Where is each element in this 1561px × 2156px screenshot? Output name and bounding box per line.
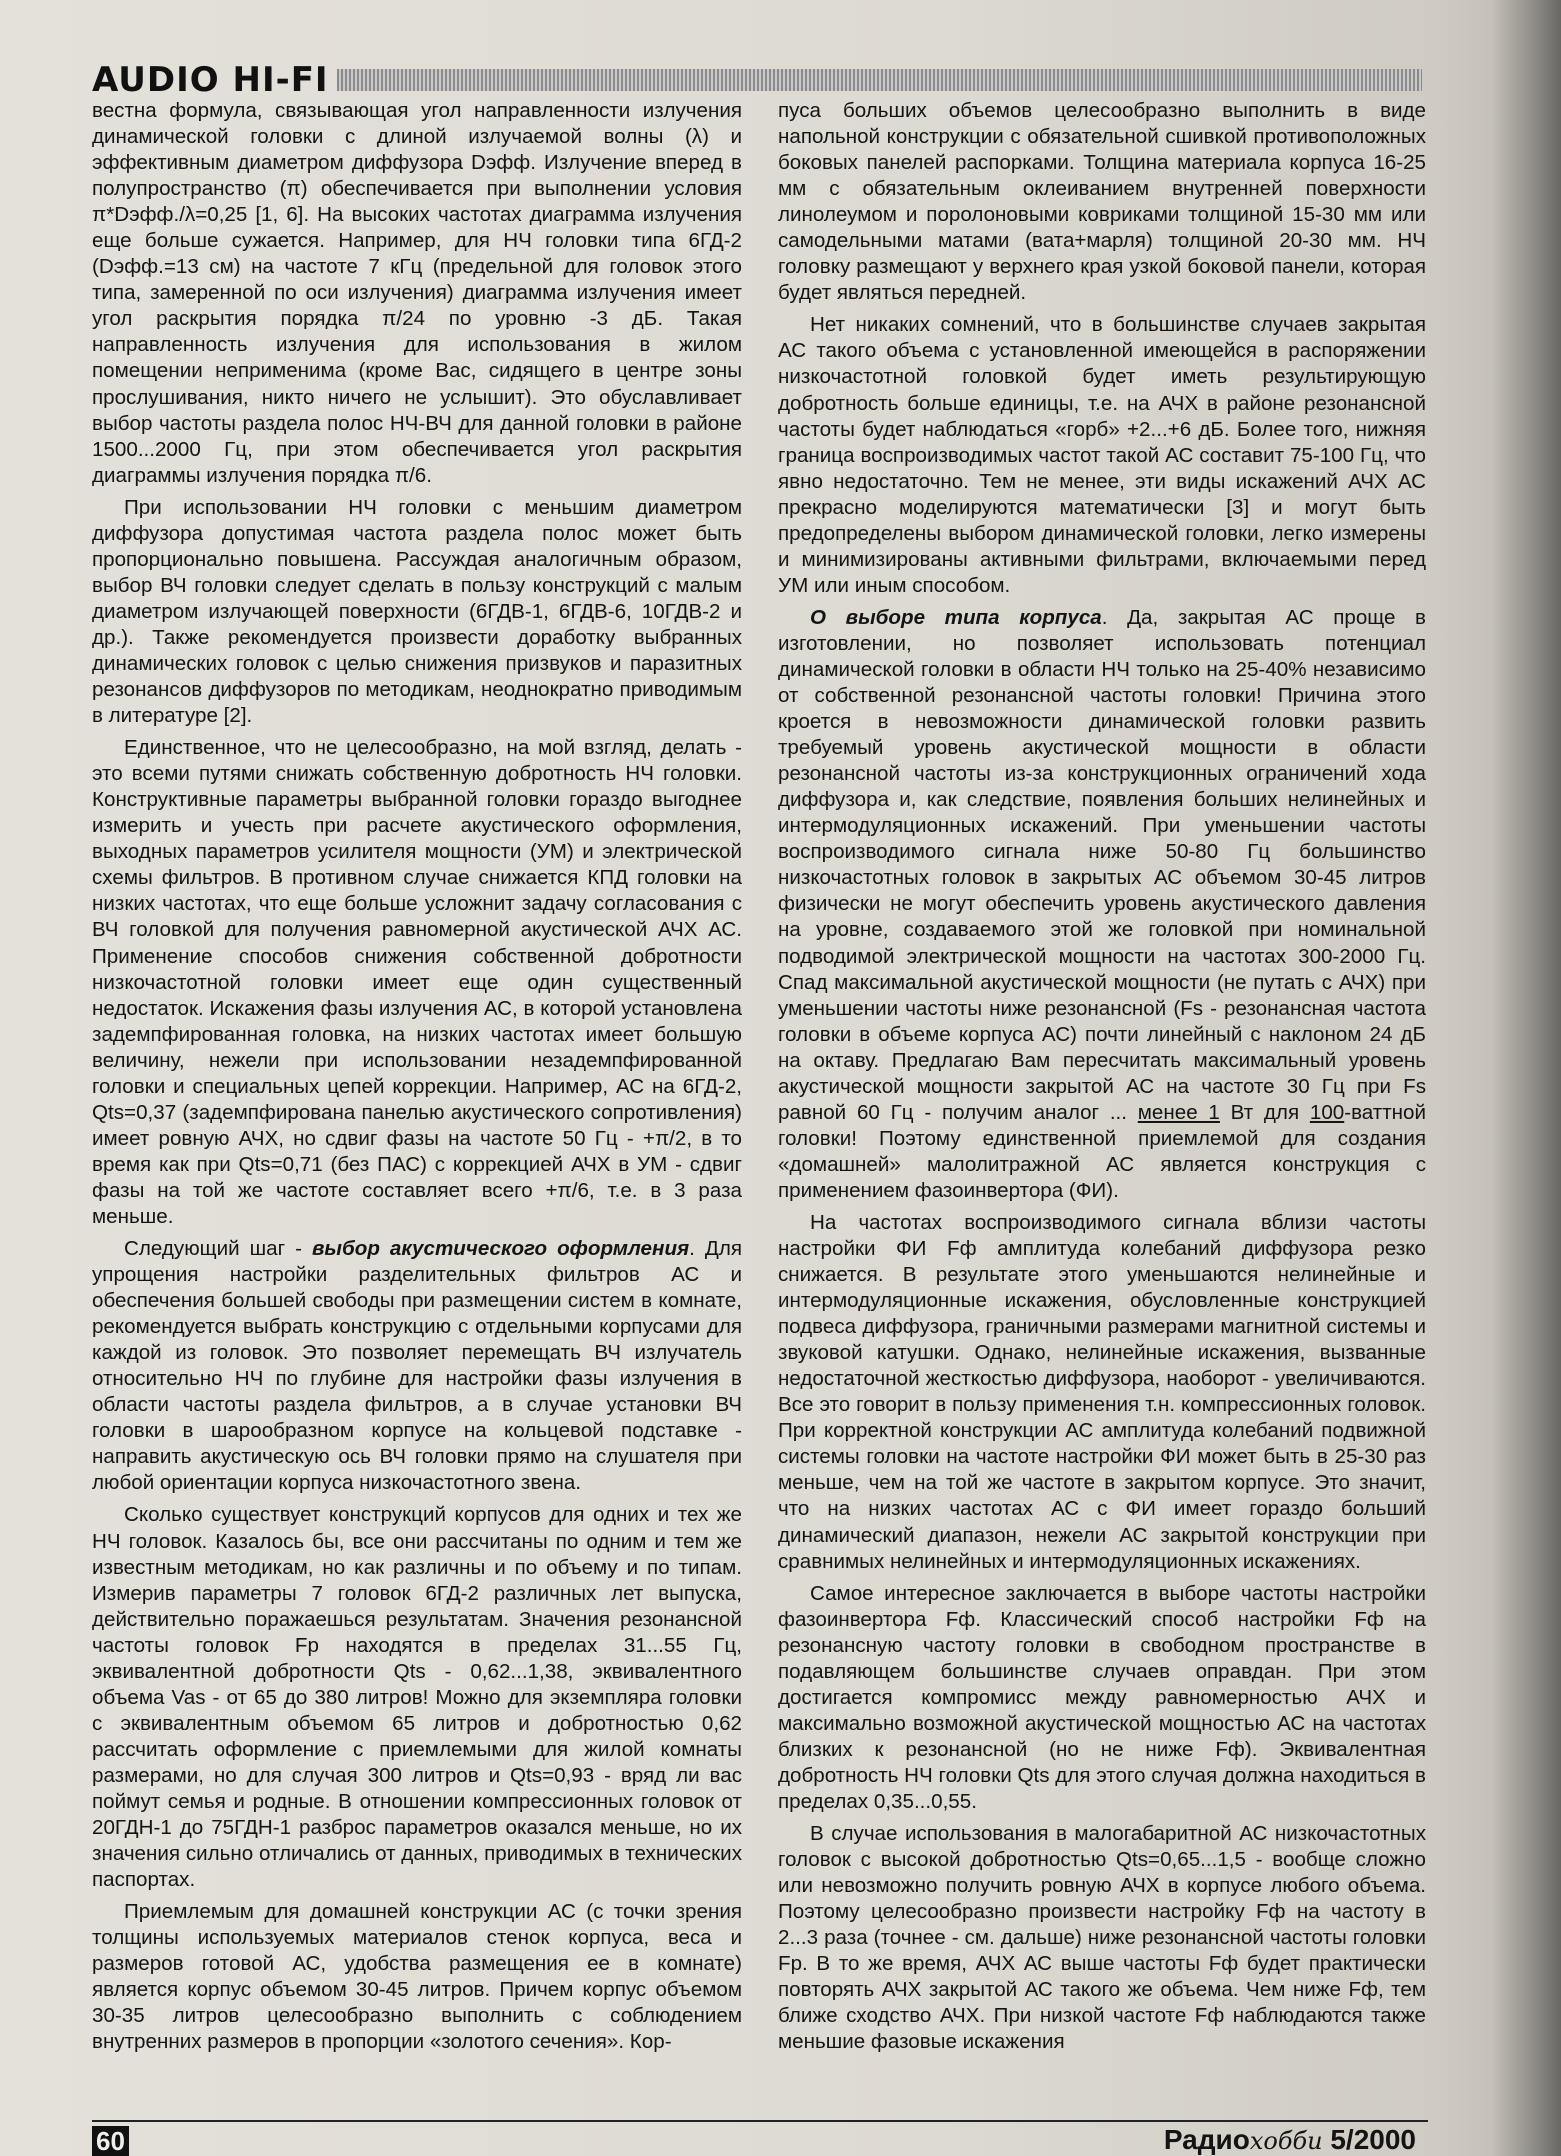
right-column [778,98,1426,2061]
section-header [92,60,1422,100]
paragraph: В случае использования в малогабаритной АС низкочастотных головок с высокой добротностью Qts=0,65...1,5 - вообще сложно или невозможно получить ровную АЧХ в корпусе любого объема. Поэтому целесообразно произвести настройку Fф на частоту в 2...3 раза (точнее - см. дальше) ниже резонансной частоты головки Fp. В то же время, АЧХ АС выше частоты Fф будет практически повторять АЧХ закрытой АС такого же объема. Чем ниже Fф, тем ближе сходство АЧХ. При низкой частоте Fф наблюдаются также меньшие фазовые искажения [778,1822,1426,2054]
paragraph: пуса больших объемов целесообразно выполнить в виде напольной конструкции с обязательной сшивкой противоположных боковых панелей распорками. Толщина материала корпуса 16-25 мм с обязательным оклеиванием внутренней поверхности линолеумом и поролоновыми ковриками толщиной 15-30 мм или самодельными матами (вата+марля) толщиной 20-30 мм. НЧ головку размещают у верхнего края узкой боковой панели, которая будет являться передней. [778,99,1426,305]
page-number: 60 [92,2126,129,2156]
underlined-text: менее 1 [1137,1100,1220,1124]
magazine-name: Радио [1163,2124,1250,2155]
paragraph [92,1236,742,1496]
paragraph-body: . Да, закрытая АС проще в изготовлении, но позволяет использовать потенциал динамической головки в области НЧ только на 25-40% независимо от собственной резонансной частоты головки! Причина этого кроется в невозможности динамической головки развить требуемый уровень акустической мощности в области резонансной частоты из-за конструкционных ограничений хода диффузора и, как следствие, появления больших нелинейных и интермодуляционных искажений. При уменьшении частоты воспроизводимого сигнала ниже 50-80 Гц большинство низкочастотных головок в закрытых АС объемом 30-45 литров физически не могут обеспечить уровень акустического давления на уровне, создаваемого этой же головкой при номинальной подводимой электрической мощности на частотах 300-2000 Гц. Спад максимальной акустической мощности (не путать с АЧХ) при уменьшении частоты ниже резонансной (Fs - резонансная частота головки в объеме корпуса АС) почти линейный с наклоном 24 дБ на октаву. Предлагаю Вам пересчитать максимальный уровень акустической мощности закрытой АС на частоте 30 Гц при Fs равной 60 Гц - получим аналог ... [778,605,1426,1124]
footer-rule [92,2120,1428,2122]
paragraph-lead: Следующий шаг - [124,1237,312,1261]
paragraph: вестна формула, связывающая угол направленности излучения динамической головки с длиной излучаемой волны (λ) и эффективным диаметром диффузора Dэфф. Излучение вперед в полупространство (π) обеспечивается при выполнении условия π*Dэфф./λ=0,25 [1, 6]. На высоких частотах диаграмма излучения еще больше сужается. Например, для НЧ головки типа 6ГД-2 (Dэфф.=13 см) на частоте 7 кГц (предельной для головок этого типа, замеренной по оси излучения) диаграмма излучения имеет угол раскрытия порядка π/24 по уровню -3 дБ. Такая направленность излучения для использования в жилом помещении неприменима (кроме Вас, сидящего в центре зоны прослушивания, никто ничего не услышит). Это обуславливает выбор частоты раздела полос НЧ-ВЧ для данной головки в районе 1500...2000 Гц, при этом обеспечивается угол раскрытия диаграммы излучения порядка π/6. [92,99,742,487]
page-spine-shadow [1491,0,1561,2156]
underlined-text: 100 [1309,1100,1345,1124]
paragraph-lead-bold: О выборе типа корпуса [810,605,1102,629]
magazine-hobby: хобби [1249,2127,1323,2155]
paragraph: Нет никаких сомнений, что в большинстве случаев закрытая АС такого объема с установленной имеющейся в распоряжении низкочастотной головкой будет иметь результирующую добротность больше единицы, т.е. на АЧХ в районе резонансной частоты будет наблюдаться «горб» +2...+6 дБ. Более того, нижняя граница воспроизводимых частот такой АС составит 75-100 Гц, что явно недостаточно. Тем не менее, эти виды искажений АЧХ АС прекрасно моделируются математически [3] и могут быть предопределены выбором динамической головки, легко измерены и минимизированы активными фильтрами, включаемыми перед УМ или иным способом. [778,313,1426,597]
paragraph: На частотах воспроизводимого сигнала вблизи частоты настройки ФИ Fф амплитуда колебаний диффузора резко снижается. В результате этого уменьшаются нелинейные и интермодуляционные искажения, обусловленные конструкцией подвеса диффузора, граничными размерами магнитной системы и звуковой катушки. Однако, нелинейные искажения, вызванные недостаточной жесткостью диффузора, наоборот - увеличиваются. Все это говорит в пользу применения т.н. компрессионных головок. При корректной конструкции АС амплитуда колебаний подвижной системы головки на частоте настройки ФИ может быть в 25-30 раз меньше, чем на той же частоте в закрытом корпусе. Это значит, что на низких частотах АС с ФИ имеет гораздо больший динамический диапазон, нежели АС закрытой конструкции при сравнимых нелинейных и интермодуляционных искажениях. [778,1210,1426,1573]
magazine-issue: 5/2000 [1330,2124,1416,2155]
paragraph-lead-bold: выбор акустического оформления [311,1237,690,1261]
paragraph-body: Вт для [1219,1100,1310,1124]
magazine-title [1164,2124,1416,2156]
paragraph: Самое интересное заключается в выборе частоты настройки фазоинвертора Fф. Классический способ настройки Fф на резонансную частоту головки в свободном пространстве в подавляющем большинстве случаев оправдан. При этом достигается компромисс между равномерностью АЧХ и максимально возможной акустической мощностью АС на частотах близких к резонансной (но не ниже Fф). Эквивалентная добротность НЧ головки Qts для этого случая должна находиться в пределах 0,35...0,55. [778,1581,1426,1813]
paragraph: Приемлемым для домашней конструкции АС (с точки зрения толщины используемых материалов стенок корпуса, веса и размеров готовой АС, удобства размещения ее в комнате) является корпус объемом 30-45 литров. Причем корпус объемом 30-35 литров целесообразно выполнить с соблюдением внутренних размеров в пропорции «золотого сечения». Кор- [92,1900,742,2054]
section-logo: AUDIO HI-FI [92,60,329,100]
paragraph [778,605,1426,1204]
paragraph-body: -ваттной головки! Поэтому единственной приемлемой для создания «домашней» малолитражной АС является конструкция с применением фазоинвертора (ФИ). [778,1100,1426,1202]
paragraph: Единственное, что не целесообразно, на мой взгляд, делать - это всеми путями снижать собственную добротность НЧ головки. Конструктивные параметры выбранной головки гораздо выгоднее измерить и учесть при расчете акустического оформления, выходных параметров усилителя мощности (УМ) и электрической схемы фильтров. В противном случае снижается КПД головки на низких частотах, что еще больше усложнит задачу согласования с ВЧ головкой для получения равномерной акустической АЧХ АС. Применение способов снижения собственной добротности низкочастотной головки имеет еще один существенный недостаток. Искажения фазы излучения АС, в которой установлена задемпфированная головка, на низких частотах имеет большую величину, нежели при использовании незадемпфированной головки и специальных цепей коррекции. Например, АС на 6ГД-2, Qts=0,37 (задемпфирована панелью акустического сопротивления) имеет ровную АЧХ, но сдвиг фазы на частоте 50 Гц - +π/2, в то время как при Qts=0,71 (без ПАС) с коррекцией АЧХ в УМ - сдвиг фазы на той же частоте составляет всего +π/6, т.е. в 3 раза меньше. [92,736,742,1228]
header-rule [337,69,1422,91]
paragraph: Сколько существует конструкций корпусов для одних и тех же НЧ головок. Казалось бы, все они рассчитаны по одним и тем же известным методикам, но как различны и по объему и по типам. Измерив параметры 7 головок 6ГД-2 различных лет выпуска, действительно поражаешься результатам. Значения резонансной частоты головок Fp находятся в пределах 31...55 Гц, эквивалентной добротности Qts - 0,62...1,38, эквивалентного объема Vas - от 65 до 380 литров! Можно для экземпляра головки с эквивалентным объемом 65 литров и добротностью 0,62 рассчитать оформление с приемлемыми для жилой комнаты размерами, но для случая 300 литров и Qts=0,93 - вряд ли вас поймут семья и родные. В отношении компрессионных головок от 20ГДН-1 до 75ГДН-1 разброс параметров оказался меньше, но их значения сильно отличались от данных, приводимых в технических паспортах. [92,1503,742,1892]
left-column [92,98,742,2061]
paragraph: При использовании НЧ головки с меньшим диаметром диффузора допустимая частота раздела полос может быть пропорционально повышена. Рассуждая аналогичным образом, выбор ВЧ головки следует сделать в пользу конструкций с малым диаметром излучающей поверхности (6ГДВ-1, 6ГДВ-6, 10ГДВ-2 и др.). Также рекомендуется произвести доработку выбранных динамических головок с целью снижения призвуков и паразитных резонансов диффузоров по методикам, неоднократно приводимым в литературе [2]. [92,495,742,728]
paragraph-body: . Для упрощения настройки разделительных фильтров АС и обеспечения большей свободы при размещении систем в комнате, рекомендуется выбрать конструкцию с отдельными корпусами для каждой из головок. Это позволяет перемещать ВЧ излучатель относительно НЧ по глубине для настройки фазы излучения в области частоты раздела фильтров, а в случае установки ВЧ головки в шарообразном корпусе на кольцевой подставке - направить акустическую ось ВЧ головки прямо на слушателя при любой ориентации корпуса низкочастотного звена. [92,1237,742,1495]
